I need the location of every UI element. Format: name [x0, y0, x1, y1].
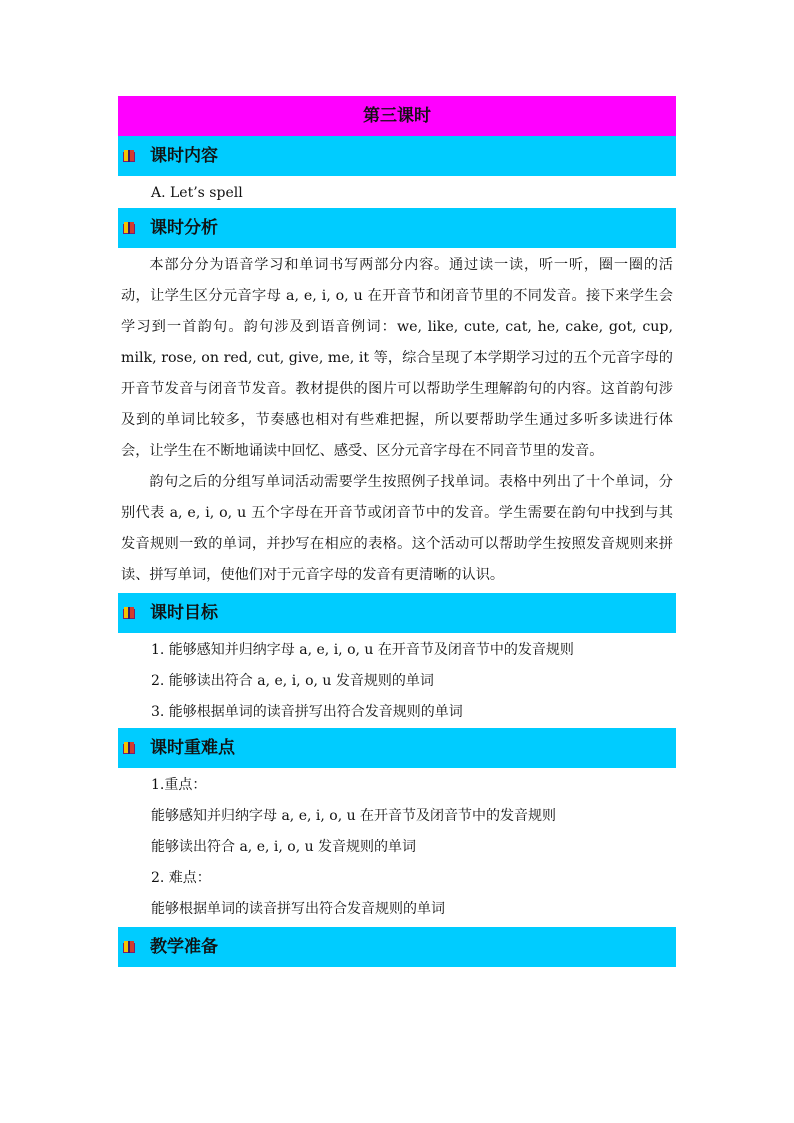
section-header-goals — [118, 593, 676, 633]
keypoint-line: 能够读出符合 a, e, i, o, u 发音规则的单词 — [151, 839, 417, 855]
section-header-keypoints — [118, 728, 676, 768]
keypoint-line: 能够感知并归纳字母 a, e, i, o, u 在开音节及闭音节中的发音规则 — [151, 808, 557, 824]
keypoint-line: 能够根据单词的读音拼写出符合发音规则的单词 — [151, 901, 445, 917]
goal-item: 3. 能够根据单词的读音拼写出符合发音规则的单词 — [151, 704, 463, 720]
book-icon — [122, 940, 136, 954]
analysis-paragraph: 本部分分为语音学习和单词书写两部分内容。通过读一读，听一听，圈一圈的活动，让学生区分元音字母 a, e, i, o, u 在开音节和闭音节里的不同发音。接下来学生会学习到一首韵句。韵句涉及到语音例词：we, like, cute, cat, he, cake, got, cup, milk, rose, on red, cut, give, me, it 等，综合呈现了本学期学习过的五个元音字母的开音节发音与闭音节发音。教材提供的图片可以帮助学生理解韵句的内容。这首韵句涉及到的单词比较多，节奏感也相对有些难把握，所以要帮助学生通过多听多读进行体会，让学生在不断地诵读中回忆、感受、区分元音字母在不同音节里的发音。 — [121, 257, 673, 459]
book-icon — [122, 149, 136, 163]
keypoint-line: 2. 难点： — [151, 870, 211, 886]
content-text: A. Let’s spell — [151, 185, 243, 201]
book-icon — [122, 606, 136, 620]
goal-item: 1. 能够感知并归纳字母 a, e, i, o, u 在开音节及闭音节中的发音规则 — [151, 642, 574, 658]
section-header-prep — [118, 927, 676, 967]
lesson-title: 第三课时 — [118, 96, 676, 136]
book-icon — [122, 221, 136, 235]
section-header-content — [118, 136, 676, 176]
section-heading: 课时目标 — [150, 603, 218, 623]
book-icon — [122, 741, 136, 755]
goal-item: 2. 能够读出符合 a, e, i, o, u 发音规则的单词 — [151, 673, 434, 689]
lesson-page — [118, 96, 676, 967]
analysis-paragraph: 韵句之后的分组写单词活动需要学生按照例子找单词。表格中列出了十个单词，分别代表 a, e, i, o, u 五个字母在开音节或闭音节中的发音。学生需要在韵句中找到与其发音规则一致的单词，并抄写在相应的表格。这个活动可以帮助学生按照发音规则来拼读、拼写单词，使他们对于元音字母的发音有更清晰的认识。 — [121, 474, 673, 583]
keypoint-line: 1.重点： — [151, 777, 207, 793]
section-heading: 教学准备 — [150, 937, 218, 957]
section-heading: 课时内容 — [150, 146, 218, 166]
section-header-analysis — [118, 208, 676, 248]
section-heading: 课时分析 — [150, 218, 218, 238]
section-heading: 课时重难点 — [150, 738, 235, 758]
